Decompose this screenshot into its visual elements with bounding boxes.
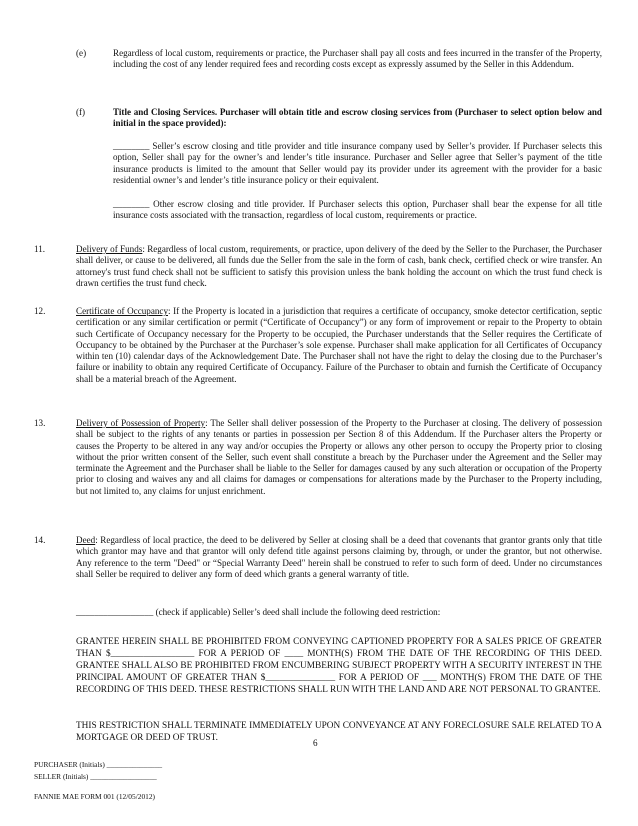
section-11-text xyxy=(76,244,602,289)
section-13-body: : The Seller shall deliver possession of the Property to the Purchaser at closing. The delivery of possession shall be subject to the rights of any tenants or parties in possession per Section 8 of this Addendum. If the Purchaser alters the Property or causes the Property to be altered in any way and/or occupies the Property or allows any other person to occupy the Property prior to closing without the prior written consent of the Seller, such event shall constitute a breach by the Purchaser under the Agreement and the Seller may terminate the Agreement and the Purchaser shall be liable to the Seller for damages caused by any such alteration or occupation of the Property prior to closing and waives any and all claims for damages or compensations for alterations made by the Purchaser to the Property including, but not limited to, any claims for unjust enrichment. xyxy=(76,418,602,496)
item-e-marker: (e) xyxy=(76,48,87,58)
section-14-body: : Regardless of local practice, the deed to be delivered by Seller at closing shall be a deed that covenants that grantor grants only that title which grantor may have and that grantor will only defend title against persons claiming by, through, or under the grantor, but not otherwise. Any reference to the term "Deed" or “Special Warranty Deed" herein shall be construed to refer to such form of deed. Under no circumstances shall Seller be required to deliver any form of deed which grants a general warranty of title. xyxy=(76,535,602,579)
section-12-heading: Certificate of Occupancy xyxy=(76,306,168,316)
section-12-text xyxy=(76,306,602,385)
section-13-heading: Delivery of Possession of Property xyxy=(76,418,206,428)
section-13-number: 13. xyxy=(34,418,46,428)
item-f-marker: (f) xyxy=(76,107,86,117)
section-12-number: 12. xyxy=(34,306,46,316)
item-f-text: Title and Closing Services. Purchaser will obtain title and escrow closing services from (Purchaser to select option below and initial in the space provided): xyxy=(113,107,602,129)
section-11-number: 11. xyxy=(34,244,46,254)
section-11-heading: Delivery of Funds xyxy=(76,244,143,254)
seller-initials: SELLER (Initials) __________________ xyxy=(34,772,157,781)
section-12-body: : If the Property is located in a jurisdiction that requires a certificate of occupancy, smoke detector certification, septic certification or any similar certification or permit (“Certificate of Occupancy”) or any form of improvement or repair to the Property to obtain such Certificate of Occupancy necessary for the Property to be occupied, the Purchaser understands that the Seller requires the Certificate of Occupancy to be obtained by the Purchaser at the Purchaser’s sole expense. Purchaser shall make application for all Certificates of Occupancy within ten (10) calendar days of the Acknowledgement Date. The Purchaser shall not have the right to delay the closing due to the Purchaser’s failure or inability to obtain any required Certificate of Occupancy. Failure of the Purchaser to obtain and furnish the Certificate of Occupancy shall be a material breach of the Agreement. xyxy=(76,306,602,384)
deed-restriction-check: _________________ (check if applicable) Seller’s deed shall include the following deed restriction: xyxy=(76,607,441,617)
section-14-heading: Deed xyxy=(76,535,96,545)
section-13-text xyxy=(76,418,602,497)
section-14-text xyxy=(76,535,602,580)
form-identifier: FANNIE MAE FORM 001 (12/05/2012) xyxy=(34,792,155,801)
item-e-text: Regardless of local custom, requirements or practice, the Purchaser shall pay all costs and fees incurred in the transfer of the Property, including the cost of any lender required fees and recording costs except as expressly assumed by the Seller in this Addendum. xyxy=(113,48,602,70)
purchaser-initials: PURCHASER (Initials) _______________ xyxy=(34,760,163,769)
deed-restriction-text: GRANTEE HEREIN SHALL BE PROHIBITED FROM CONVEYING CAPTIONED PROPERTY FOR A SALES PRICE OF GREATER THAN $__________________ FOR A PERIOD OF ____ MONTH(S) FROM THE DATE OF THE RECORDING OF THIS DEED. GRANTEE SHALL ALSO BE PROHIBITED FROM ENCUMBERING SUBJECT PROPERTY WITH A SECURITY INTEREST IN THE PRINCIPAL AMOUNT OF GREATER THAN $_______________ FOR A PERIOD OF ___ MONTH(S) FROM THE DATE OF THE RECORDING OF THIS DEED. THESE RESTRICTIONS SHALL RUN WITH THE LAND AND ARE NOT PERSONAL TO GRANTEE. xyxy=(76,637,602,695)
title-option-seller-provider: ________ Seller’s escrow closing and title provider and title insurance company used by Seller’s provider. If Purchaser selects this option, Seller shall pay for the owner’s and lender’s title insurance. Purchaser and Seller agree that Seller’s payment of the title insurance products is limited to the amount that Seller would pay its provider under its agreement with the provider for a basic residential owner’s and lender’s title insurance policy or their equivalent. xyxy=(113,141,602,185)
page-number: 6 xyxy=(313,738,318,748)
section-11-body: : Regardless of local custom, requirements, or practice, upon delivery of the deed by the Seller to the Purchaser, the Purchaser shall deliver, or cause to be delivered, all funds due the Seller from the sale in the form of cash, bank check, certified check or wire transfer. An attorney's trust fund check shall not be sufficient to satisfy this provision unless the bank holding the account on which the trust fund check is drawn certifies the trust fund check. xyxy=(76,244,602,288)
section-14-number: 14. xyxy=(34,535,46,545)
title-option-other-provider: ________ Other escrow closing and title provider. If Purchaser selects this option, Purchaser shall bear the expense for all title insurance costs associated with the transaction, regardless of local custom, requirements or practice. xyxy=(113,199,602,221)
restriction-termination-text: THIS RESTRICTION SHALL TERMINATE IMMEDIATELY UPON CONVEYANCE AT ANY FORECLOSURE SALE RELATED TO A MORTGAGE OR DEED OF TRUST. xyxy=(76,721,602,743)
